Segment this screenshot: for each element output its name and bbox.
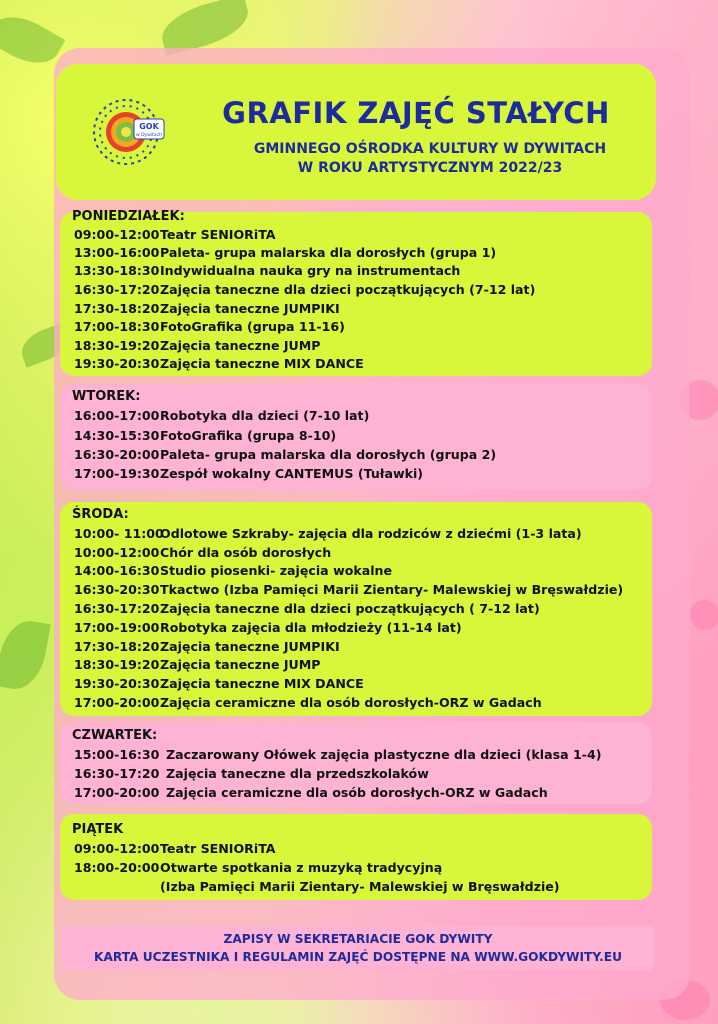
row-activity: Zespół wokalny CANTEMUS (Tuławki) bbox=[160, 466, 424, 481]
row-activity: FotoGrafika (grupa 8-10) bbox=[160, 428, 337, 443]
day-heading-wednesday: ŚRODA: bbox=[72, 507, 129, 522]
schedule-row bbox=[74, 746, 602, 763]
row-time: 17:00-18:30 bbox=[74, 319, 160, 334]
row-time: 17:30-18:20 bbox=[74, 639, 160, 654]
day-heading-thursday: CZWARTEK: bbox=[72, 728, 158, 743]
subtitle-line-2: W ROKU ARTYSTYCZNYM 2022/23 bbox=[297, 160, 563, 176]
footer-line-2[interactable]: KARTA UCZESTNIKA I REGULAMIN ZAJĘĆ DOSTĘPNE NA WWW.GOKDYWITY.EU bbox=[94, 950, 622, 964]
schedule-row bbox=[74, 544, 332, 561]
gok-logo bbox=[86, 92, 166, 172]
schedule-row bbox=[74, 765, 429, 782]
footer-panel bbox=[62, 926, 654, 970]
row-activity: Zajęcia taneczne JUMP bbox=[160, 657, 321, 672]
row-time: 10:00- 11:00 bbox=[74, 526, 164, 541]
row-time: 17:30-18:20 bbox=[74, 301, 160, 316]
row-time: 13:00-16:00 bbox=[74, 245, 160, 260]
schedule-row bbox=[74, 446, 497, 463]
schedule-row bbox=[74, 784, 548, 801]
row-activity: Zajęcia taneczne JUMP bbox=[160, 338, 321, 353]
row-time: 17:00-20:00 bbox=[74, 785, 160, 800]
schedule-row bbox=[74, 525, 582, 542]
schedule-row bbox=[74, 656, 321, 673]
row-time: 16:30-20:00 bbox=[74, 447, 160, 462]
page-subtitle bbox=[220, 140, 640, 178]
row-time: 18:30-19:20 bbox=[74, 657, 160, 672]
page-title: GRAFIK ZAJĘĆ STAŁYCH bbox=[222, 96, 610, 130]
schedule-row bbox=[74, 355, 364, 372]
schedule-row bbox=[74, 318, 345, 335]
subtitle-line-1: GMINNEGO OŚRODKA KULTURY W DYWITACH bbox=[253, 141, 607, 157]
row-time: 17:00-19:00 bbox=[74, 620, 160, 635]
row-activity: Robotyka dla dzieci (7-10 lat) bbox=[160, 408, 370, 423]
row-activity: Otwarte spotkania z muzyką tradycyjną bbox=[160, 860, 443, 875]
background-leaf bbox=[0, 617, 51, 694]
background-petal bbox=[690, 600, 718, 630]
schedule-row bbox=[74, 281, 536, 298]
row-time: 09:00-12:00 bbox=[74, 841, 160, 856]
row-activity: Teatr SENIORiTA bbox=[160, 841, 276, 856]
row-time: 19:30-20:30 bbox=[74, 676, 160, 691]
row-time: 18:30-19:20 bbox=[74, 338, 160, 353]
row-activity: FotoGrafika (grupa 11-16) bbox=[160, 319, 345, 334]
svg-text:GOK: GOK bbox=[139, 122, 159, 131]
row-activity: Zajęcia ceramiczne dla osób dorosłych-ORZ w Gadach bbox=[160, 695, 542, 710]
row-activity: Zaczarowany Ołówek zajęcia plastyczne dla dzieci (klasa 1-4) bbox=[166, 747, 602, 762]
row-time: 13:30-18:30 bbox=[74, 263, 160, 278]
row-time: 17:00-20:00 bbox=[74, 695, 160, 710]
row-activity: Studio piosenki- zajęcia wokalne bbox=[160, 563, 393, 578]
schedule-row bbox=[74, 337, 321, 354]
schedule-row bbox=[74, 600, 540, 617]
schedule-row bbox=[74, 638, 340, 655]
row-time: 16:00-17:00 bbox=[74, 408, 160, 423]
schedule-row bbox=[74, 675, 364, 692]
row-activity: Chór dla osób dorosłych bbox=[160, 545, 332, 560]
day-heading-tuesday: WTOREK: bbox=[72, 389, 141, 404]
row-time: 16:30-17:20 bbox=[74, 766, 160, 781]
footer-line-1: ZAPISY W SEKRETARIACIE GOK DYWITY bbox=[223, 932, 493, 946]
schedule-row bbox=[74, 840, 276, 857]
row-activity: Robotyka zajęcia dla młodzieży (11-14 lat) bbox=[160, 620, 462, 635]
schedule-row bbox=[74, 465, 424, 482]
row-time: 19:30-20:30 bbox=[74, 356, 160, 371]
row-activity: Zajęcia taneczne dla przedszkolaków bbox=[166, 766, 429, 781]
day-heading-friday: PIĄTEK bbox=[72, 822, 124, 837]
row-time: 15:00-16:30 bbox=[74, 747, 160, 762]
row-time: 16:30-17:20 bbox=[74, 601, 160, 616]
schedule-row bbox=[74, 244, 497, 261]
schedule-row bbox=[74, 562, 393, 579]
schedule-row bbox=[74, 262, 461, 279]
row-time: 14:30-15:30 bbox=[74, 428, 160, 443]
row-activity: Zajęcia taneczne dla dzieci początkujących ( 7-12 lat) bbox=[160, 601, 540, 616]
row-activity: Zajęcia ceramiczne dla osób dorosłych-ORZ w Gadach bbox=[166, 785, 548, 800]
row-activity: Paleta- grupa malarska dla dorosłych (grupa 2) bbox=[160, 447, 497, 462]
row-time: 09:00-12:00 bbox=[74, 227, 160, 242]
row-activity: Zajęcia taneczne dla dzieci początkujących (7-12 lat) bbox=[160, 282, 536, 297]
row-activity: Tkactwo (Izba Pamięci Marii Zientary- Malewskiej w Bręswałdzie) bbox=[160, 582, 624, 597]
row-activity: Paleta- grupa malarska dla dorosłych (grupa 1) bbox=[160, 245, 497, 260]
row-activity: Indywidualna nauka gry na instrumentach bbox=[160, 263, 461, 278]
row-time: 16:30-20:30 bbox=[74, 582, 160, 597]
schedule-row bbox=[74, 300, 340, 317]
row-time: 17:00-19:30 bbox=[74, 466, 160, 481]
row-time: 18:00-20:00 bbox=[74, 860, 160, 875]
row-time: 10:00-12:00 bbox=[74, 545, 160, 560]
row-time: 16:30-17:20 bbox=[74, 282, 160, 297]
svg-text:w Dywitach: w Dywitach bbox=[135, 133, 163, 138]
row-activity: Zajęcia taneczne MIX DANCE bbox=[160, 676, 364, 691]
row-activity: Zajęcia taneczne MIX DANCE bbox=[160, 356, 364, 371]
row-activity: Zajęcia taneczne JUMPIKI bbox=[160, 301, 340, 316]
schedule-row bbox=[74, 859, 443, 876]
schedule-row bbox=[74, 694, 542, 711]
schedule-row bbox=[74, 407, 370, 424]
day-heading-monday: PONIEDZIAŁEK: bbox=[72, 209, 185, 224]
row-activity: Odlotowe Szkraby- zajęcia dla rodziców z dziećmi (1-3 lata) bbox=[160, 526, 582, 541]
schedule-row bbox=[74, 427, 337, 444]
schedule-row bbox=[74, 619, 462, 636]
row-activity: Zajęcia taneczne JUMPIKI bbox=[160, 639, 340, 654]
schedule-row bbox=[74, 226, 276, 243]
schedule-row bbox=[74, 581, 624, 598]
row-activity: (Izba Pamięci Marii Zientary- Malewskiej w Bręswałdzie) bbox=[160, 879, 560, 894]
row-activity: Teatr SENIORiTA bbox=[160, 227, 276, 242]
row-time: 14:00-16:30 bbox=[74, 563, 160, 578]
